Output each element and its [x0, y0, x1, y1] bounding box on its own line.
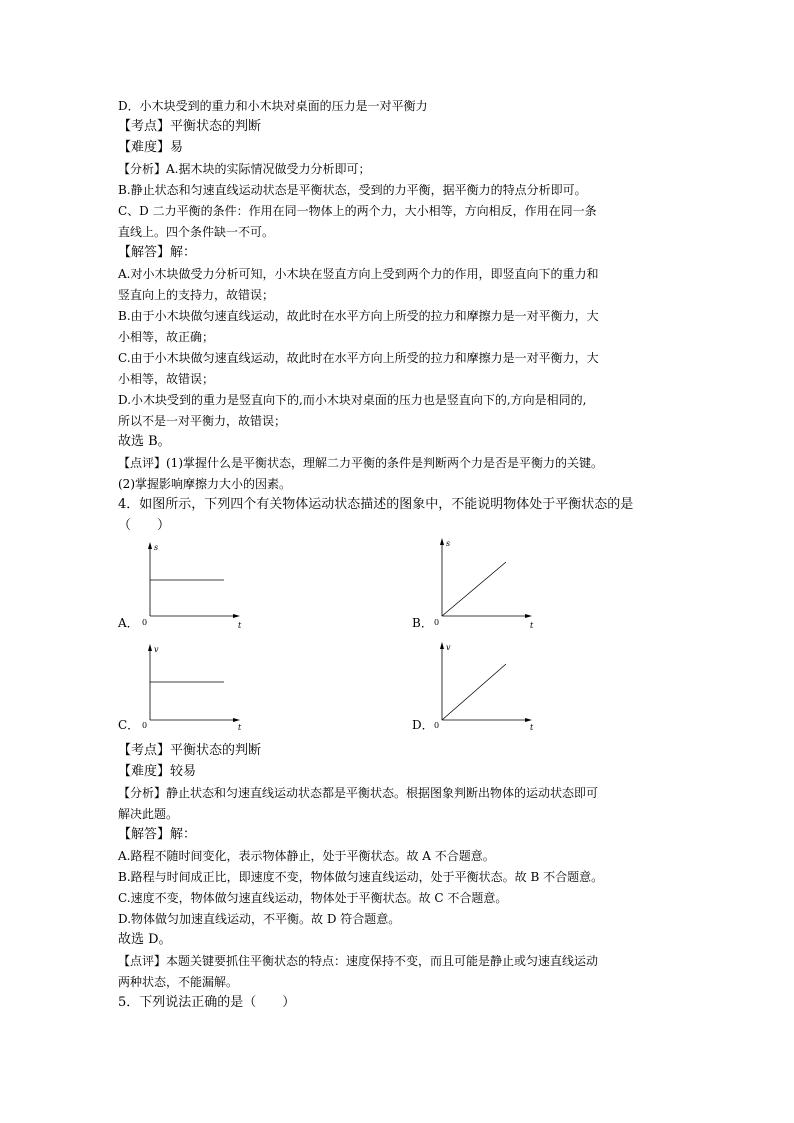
jieda-line: 所以不是一对平衡力，故错误； — [118, 414, 287, 428]
graph-b-line — [442, 562, 506, 616]
guxuan-line: 故选 B。 — [118, 434, 171, 449]
fenxi-line: C、D 二力平衡的条件：作用在同一物体上的两个力，大小相等，方向相反，作用在同一条 — [118, 204, 597, 218]
option-d-text: D．小木块受到的重力和小木块对桌面的压力是一对平衡力 — [118, 99, 428, 113]
graph-a-label: A． — [118, 616, 139, 630]
graph-b-y-label: s — [446, 539, 451, 548]
jieda-line: C.速度不变，物体做匀速直线运动，物体处于平衡状态。故 C 不合题意。 — [118, 891, 508, 905]
fenxi-line: B.静止状态和匀速直线运动状态是平衡状态，受到的力平衡，据平衡力的特点分析即可。 — [118, 183, 587, 197]
jieda-line: C.由于小木块做匀速直线运动，故此时在水平方向上所受的拉力和摩擦力是一对平衡力，大 — [118, 351, 599, 365]
graph-c — [140, 642, 250, 732]
fenxi-line: 【分析】A.据木块的实际情况做受力分析即可； — [118, 162, 371, 176]
graph-b-origin: 0 — [434, 618, 440, 627]
graph-b-label: B． — [412, 616, 433, 630]
nandu-label: 【难度】较易 — [118, 764, 197, 779]
graph-d — [432, 640, 542, 732]
jieda-line: 小相等，故错误； — [118, 372, 215, 386]
graph-d-y-label: v — [446, 643, 451, 652]
jieda-line: D.小木块受到的重力是竖直向下的,而小木块对桌面的压力也是竖直向下的,方向是相同的, — [118, 393, 587, 407]
jieda-heading: 【解答】解： — [118, 245, 197, 260]
graph-d-x-label: t — [530, 723, 534, 732]
dianping-line: 【点评】(1)掌握什么是平衡状态，理解二力平衡的条件是判断两个力是否是平衡力的关键。 — [118, 456, 604, 470]
graph-c-label: C． — [118, 718, 140, 732]
graph-a-x-label: t — [238, 621, 242, 630]
jieda-line: B.路程与时间成正比，即速度不变，物体做匀速直线运动，处于平衡状态。故 B 不合题意。 — [118, 870, 604, 884]
jieda-line: D.物体做匀加速直线运动，不平衡。故 D 符合题意。 — [118, 912, 401, 926]
graph-c-x-label: t — [238, 723, 242, 732]
jieda-line: A.路程不随时间变化，表示物体静止，处于平衡状态。故 A 不合题意。 — [118, 849, 495, 863]
graph-a — [140, 540, 250, 630]
graph-a-origin: 0 — [142, 618, 148, 627]
graph-b-x-label: t — [530, 621, 534, 630]
fenxi-line: 直线上。四个条件缺一不可。 — [118, 225, 275, 239]
graph-b — [432, 536, 542, 630]
jieda-line: B.由于小木块做匀速直线运动，故此时在水平方向上所受的拉力和摩擦力是一对平衡力，大 — [118, 309, 599, 323]
graph-c-origin: 0 — [142, 721, 148, 730]
kaodian-label: 【考点】平衡状态的判断 — [118, 743, 262, 758]
dianping-line: 两种状态，不能漏解。 — [118, 975, 239, 989]
kaodian-label: 【考点】平衡状态的判断 — [118, 119, 262, 134]
q5-stem: 5．下列说法正确的是（ ） — [118, 995, 296, 1010]
graph-d-label: D． — [412, 718, 434, 732]
fenxi-line: 解决此题。 — [118, 807, 179, 821]
fenxi-line: 【分析】静止状态和匀速直线运动状态都是平衡状态。根据图象判断出物体的运动状态即可 — [118, 786, 599, 800]
q4-stem-blank: （ ） — [118, 518, 171, 533]
jieda-line: 小相等，故正确； — [118, 330, 215, 344]
guxuan-line: 故选 D。 — [118, 932, 172, 947]
jieda-heading: 【解答】解： — [118, 827, 197, 842]
nandu-label: 【难度】易 — [118, 140, 184, 155]
graph-d-line — [442, 664, 506, 720]
jieda-line: A.对小木块做受力分析可知，小木块在竖直方向上受到两个力的作用，即竖直向下的重力和 — [118, 267, 599, 281]
graph-a-y-label: s — [154, 543, 159, 552]
graph-c-y-label: v — [154, 645, 159, 654]
graph-d-origin: 0 — [434, 721, 440, 730]
dianping-line: 【点评】本题关键要抓住平衡状态的特点：速度保持不变，而且可能是静止或匀速直线运动 — [118, 954, 599, 968]
dianping-line: (2)掌握影响摩擦力大小的因素。 — [118, 477, 291, 491]
jieda-line: 竖直向上的支持力，故错误； — [118, 288, 275, 302]
q4-stem: 4．如图所示，下列四个有关物体运动状态描述的图象中，不能说明物体处于平衡状态的是 — [118, 497, 634, 512]
